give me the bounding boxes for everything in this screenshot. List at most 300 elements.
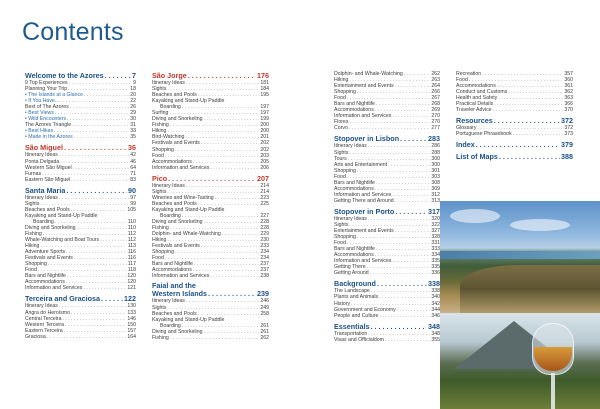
toc-entry-label: Corvo <box>334 125 348 132</box>
section-title: Index <box>456 140 475 150</box>
dot-leader <box>379 313 430 319</box>
toc-entry-label: Conduct and Customs <box>456 89 508 96</box>
toc-entry-label: Sights <box>152 188 167 195</box>
toc-entry-page: 9 <box>133 80 136 86</box>
toc-entry-label: Western São Miguel <box>25 164 72 171</box>
section-page-number: 176 <box>257 71 269 80</box>
dot-leader <box>385 337 430 343</box>
toc-entry-label: Sights <box>152 304 167 311</box>
toc-entry-page: 202 <box>260 140 269 147</box>
section-title-line-1: Faial and the <box>152 281 196 291</box>
toc-entry-page: 97 <box>130 194 136 201</box>
toc-entry-page: 264 <box>431 83 440 90</box>
toc-entry-label: Information and Services <box>334 191 392 198</box>
toc-entry-label: Ponta Delgada <box>25 158 60 165</box>
toc-entry-page: 261 <box>260 328 269 335</box>
toc-entry-page: 301 <box>431 167 440 174</box>
toc-entry-page: 234 <box>260 255 269 262</box>
toc-entry-label: Diving and Snorkeling <box>152 116 203 123</box>
toc-entry[interactable] <box>334 125 440 131</box>
toc-entry-label: Information and Services <box>152 164 210 171</box>
toc-entry[interactable] <box>334 337 440 343</box>
toc-entry-page: 361 <box>564 83 573 90</box>
dot-leader <box>208 290 256 298</box>
toc-entry-page: 340 <box>431 294 440 301</box>
dot-leader <box>210 165 259 171</box>
section-heading-welcome-to-the-azores[interactable] <box>25 71 136 80</box>
toc-entry-label: History <box>334 300 351 307</box>
toc-entry-label: Furnas <box>25 170 42 177</box>
toc-entry-label: Bars and Nightlife <box>334 101 375 108</box>
toc-entry-label: Bars and Nightlife <box>152 261 193 268</box>
toc-entry-page: 42 <box>130 152 136 159</box>
toc-entry-label: Bars and Nightlife <box>334 179 375 186</box>
toc-entry-page: 150 <box>127 321 136 328</box>
toc-entry-page: 366 <box>564 101 573 108</box>
section-heading-list-of-maps[interactable] <box>456 152 573 161</box>
toc-entry-page: 286 <box>431 143 440 150</box>
section-heading-faial-and-the-western-islands-line-2[interactable] <box>152 290 269 298</box>
toc-entry-page: 234 <box>260 249 269 256</box>
dot-leader <box>395 198 431 204</box>
toc-entry-page: 214 <box>260 188 269 195</box>
section-title: Stopover in Porto <box>334 206 395 216</box>
toc-entry-label: Boarding <box>160 322 181 329</box>
toc-entry-page: 320 <box>431 215 440 222</box>
dot-leader <box>370 270 431 276</box>
toc-entry-page: 20 <box>130 92 136 99</box>
toc-entry-label: Itinerary Ideas <box>152 298 185 305</box>
toc-entry-label: Hiking <box>25 243 40 250</box>
toc-entry-label: Shopping <box>25 261 47 268</box>
toc-entry-label: • The Islands at a Glance <box>25 92 83 98</box>
toc-column-4 <box>456 71 573 161</box>
section-title: São Jorge <box>152 71 187 80</box>
toc-entry-page: 342 <box>431 300 440 307</box>
dot-leader <box>395 207 427 216</box>
toc-entry-label: Eastern Terceira <box>25 327 63 334</box>
toc-column-1 <box>25 71 136 340</box>
section-title: Essentials <box>334 321 370 331</box>
toc-entry[interactable] <box>334 313 440 319</box>
toc-entry-label: Sights <box>334 149 349 156</box>
toc-entry-label: Bars and Nightlife <box>25 273 66 280</box>
toc-entry-page: 83 <box>130 176 136 183</box>
toc-entry-page: 99 <box>130 200 136 207</box>
toc-entry-page: 334 <box>431 252 440 259</box>
toc-entry-page: 112 <box>127 230 136 237</box>
toc-entry-label: Sights <box>25 200 40 207</box>
toc-entry-page: 18 <box>130 86 136 93</box>
section-title-line-2: Western Islands <box>152 289 207 299</box>
toc-entry-label: People and Culture <box>334 312 379 319</box>
toc-entry-label: 9 Top Experiences <box>25 80 68 86</box>
toc-entry-page: 309 <box>431 185 440 192</box>
toc-entry-page: 373 <box>564 131 573 138</box>
section-page-number: 207 <box>257 173 269 183</box>
toc-entry-page: 261 <box>260 322 269 329</box>
toc-entry-page: 233 <box>260 243 269 250</box>
toc-entry-page: 277 <box>431 125 440 132</box>
section-heading-stopover-in-porto[interactable] <box>334 207 440 216</box>
toc-entry-page: 112 <box>127 237 136 244</box>
section-title: Pico <box>152 173 168 183</box>
section-heading-terceira-and-graciosa[interactable] <box>25 294 136 303</box>
toc-entry-page: 333 <box>431 246 440 253</box>
section-page-number: 239 <box>257 289 269 299</box>
toc-entry-page: 200 <box>260 128 269 135</box>
toc-entry-page: 269 <box>431 107 440 114</box>
toc-entry-label: Kayaking and Stand-Up Paddle <box>25 212 98 219</box>
toc-entry-page: 338 <box>431 288 440 295</box>
toc-entry-label: Food <box>456 77 468 84</box>
toc-entry-page: 246 <box>260 298 269 305</box>
toc-entry-label: Itinerary Ideas <box>152 182 185 189</box>
toc-entry-page: 262 <box>260 334 269 341</box>
toc-entry-page: 121 <box>127 285 136 292</box>
toc-entry-page: 113 <box>127 243 136 250</box>
toc-entry-label: Festivals and Events <box>152 140 200 147</box>
toc-entry-label: Information and Services <box>334 113 392 120</box>
toc-entry-label: Beaches and Pools <box>152 310 197 317</box>
section-page-number: 7 <box>132 71 136 80</box>
toc-entry-label: • Wild Encounters <box>25 116 66 122</box>
page-title: Contents <box>22 18 124 46</box>
toc-entry-page: 288 <box>431 149 440 156</box>
dot-leader <box>499 152 560 161</box>
toc-entry-page: 197 <box>260 110 269 117</box>
toc-entry-page: 31 <box>130 122 136 129</box>
toc-entry[interactable] <box>25 134 136 140</box>
toc-entry-page: 35 <box>130 134 136 141</box>
toc-entry-label: Kayaking and Stand-Up Paddle <box>152 316 225 323</box>
toc-entry-label: Itinerary Ideas <box>25 303 58 310</box>
toc-entry-page: 71 <box>130 170 136 177</box>
section-page-number: 36 <box>128 143 136 153</box>
toc-entry-page: 223 <box>260 194 269 201</box>
toc-entry-label: Angra do Heroísmo <box>25 309 70 316</box>
section-heading-index[interactable] <box>456 140 573 149</box>
toc-entry-label: Hiking <box>334 77 349 84</box>
toc-entry-page: 370 <box>564 107 573 114</box>
dot-leader <box>349 125 431 131</box>
toc-entry-label: Shopping <box>152 249 174 256</box>
toc-entry-label: Dolphin- and Whale-Watching <box>152 231 221 238</box>
toc-entry-page: 346 <box>431 312 440 319</box>
toc-entry-label: Itinerary Ideas <box>25 152 58 159</box>
section-title: Resources <box>456 116 493 126</box>
toc-entry-page: 249 <box>260 304 269 311</box>
toc-entry-label: Getting Around <box>334 270 369 277</box>
toc-entry-page: 26 <box>130 104 136 111</box>
toc-entry-label: Diving and Snorkeling <box>152 218 203 225</box>
toc-entry-label: Adventure Sports <box>25 249 66 256</box>
toc-entry-page: 22 <box>130 98 136 105</box>
toc-entry-label: Festivals and Events <box>25 255 73 262</box>
toc-entry[interactable] <box>152 273 269 279</box>
toc-entry-label: Food <box>334 173 346 180</box>
toc-entry-label: Beaches and Pools <box>152 92 197 99</box>
toc-entry-page: 225 <box>260 200 269 207</box>
toc-entry-label: Western Terceira <box>25 321 65 328</box>
toc-entry-label: Shopping <box>334 89 356 96</box>
toc-entry-label: • Best Hikes <box>25 128 53 134</box>
coastal-landscape-photo <box>440 201 600 313</box>
toc-entry-label: Diving and Snorkeling <box>25 224 76 231</box>
toc-entry-label: Itinerary Ideas <box>25 194 58 201</box>
toc-entry-label: Fishing <box>25 230 42 237</box>
section-heading-background[interactable] <box>334 279 440 288</box>
toc-entry-page: 200 <box>260 122 269 129</box>
toc-entry-label: Government and Economy <box>334 306 396 313</box>
toc-entry-label: Portuguese Phrasebook <box>456 131 512 138</box>
toc-entry-page: 328 <box>431 234 440 241</box>
toc-entry[interactable] <box>456 107 573 113</box>
section-page-number: 388 <box>561 152 573 162</box>
toc-entry-label: Fishing <box>152 334 169 341</box>
toc-entry-label: Traveler Advice <box>456 107 492 114</box>
toc-entry-label: Accommodations <box>456 83 496 90</box>
dot-leader <box>400 134 427 143</box>
dot-leader <box>64 143 127 152</box>
section-page-number: 338 <box>428 279 440 289</box>
toc-entry[interactable] <box>152 335 269 341</box>
section-title: Santa Maria <box>25 185 66 195</box>
toc-entry-page: 268 <box>431 101 440 108</box>
toc-entry-page: 237 <box>260 261 269 268</box>
toc-entry-label: • Made in the Azores <box>25 134 73 140</box>
toc-entry-page: 230 <box>260 237 269 244</box>
toc-entry-label: Planning Your Trip <box>25 86 68 93</box>
toc-entry-label: Best of The Azores <box>25 104 69 111</box>
toc-entry-page: 46 <box>130 158 136 165</box>
toc-entry-page: 33 <box>130 128 136 135</box>
toc-entry-label: Graciosa <box>25 333 46 340</box>
toc-entry-page: 202 <box>260 146 269 153</box>
toc-entry-label: Boarding <box>160 212 181 219</box>
toc-entry-page: 344 <box>431 306 440 313</box>
toc-entry-label: Itinerary Ideas <box>334 143 367 150</box>
dot-leader <box>101 294 123 303</box>
toc-entry-label: Visas and Officialdom <box>334 336 384 343</box>
toc-entry-label: Hiking <box>152 128 167 135</box>
toc-entry-label: Food <box>334 95 346 102</box>
toc-entry-page: 120 <box>127 273 136 280</box>
toc-entry-page: 157 <box>127 327 136 334</box>
dot-leader <box>493 107 564 113</box>
toc-entry-page: 312 <box>431 191 440 198</box>
toc-entry-page: 313 <box>431 197 440 204</box>
toc-entry-page: 146 <box>127 315 136 322</box>
toc-entry-page: 357 <box>564 71 573 77</box>
dot-leader <box>105 71 131 80</box>
toc-entry[interactable] <box>152 165 269 171</box>
toc-entry-label: Sights <box>334 221 349 228</box>
toc-entry-page: 130 <box>127 303 136 310</box>
toc-entry-page: 300 <box>431 155 440 162</box>
section-heading-essentials[interactable] <box>334 322 440 331</box>
toc-entry-page: 300 <box>431 161 440 168</box>
toc-entry-label: Fishing <box>152 122 169 129</box>
toc-entry-label: Itinerary Ideas <box>152 80 185 86</box>
toc-entry-page: 308 <box>431 179 440 186</box>
toc-entry-label: Wineries and Wine-Tasting <box>152 194 214 201</box>
section-title: Terceira and Graciosa <box>25 294 100 304</box>
toc-column-2 <box>152 71 269 341</box>
toc-entry[interactable] <box>334 270 440 276</box>
dot-leader <box>476 140 560 149</box>
section-title: São Miguel <box>25 143 63 153</box>
toc-entry-label: Central Terceira <box>25 315 62 322</box>
dot-leader <box>71 177 129 183</box>
dot-leader <box>377 279 427 288</box>
toc-entry-label: Recreation <box>456 71 482 77</box>
section-heading-santa-maria[interactable] <box>25 186 136 195</box>
toc-entry-label: Kayaking and Stand-Up Paddle <box>152 206 225 213</box>
section-heading-s-o-miguel[interactable] <box>25 143 136 152</box>
toc-entry-page: 336 <box>431 270 440 277</box>
toc-entry-page: 335 <box>431 258 440 265</box>
toc-entry-page: 214 <box>260 182 269 189</box>
toc-entry-label: Food <box>334 240 346 247</box>
dot-leader <box>66 186 127 195</box>
section-heading-resources[interactable] <box>456 116 573 125</box>
toc-entry-label: Accommodations <box>152 267 192 274</box>
toc-entry-page: 181 <box>260 80 269 86</box>
section-title: Welcome to the Azores <box>25 71 104 80</box>
wine-glass-volcano-photo <box>440 313 600 409</box>
toc-entry-page: 237 <box>260 267 269 274</box>
toc-entry[interactable] <box>25 177 136 183</box>
toc-entry-page: 270 <box>431 113 440 120</box>
toc-entry-label: Information and Services <box>334 258 392 265</box>
dot-leader <box>494 116 560 125</box>
dot-leader <box>371 322 427 331</box>
toc-entry-page: 327 <box>431 228 440 235</box>
toc-entry-label: Shopping <box>334 167 356 174</box>
toc-entry-label: Entertainment and Events <box>334 228 394 235</box>
toc-entry-page: 355 <box>431 336 440 343</box>
section-heading-pico[interactable] <box>152 174 269 183</box>
toc-entry-page: 335 <box>431 264 440 271</box>
section-heading-s-o-jorge[interactable] <box>152 71 269 80</box>
toc-entry-label: Whale-Watching and Boat Tours <box>25 237 100 244</box>
toc-entry-label: Getting There <box>334 264 366 271</box>
toc-entry-label: Flores <box>334 119 349 126</box>
toc-entry-page: 258 <box>260 310 269 317</box>
toc-entry-label: • Best Views <box>25 110 54 116</box>
toc-column-3 <box>334 71 440 343</box>
toc-entry-page: 120 <box>127 279 136 286</box>
toc-entry-page: 270 <box>431 119 440 126</box>
toc-entry-label: Shopping <box>152 146 174 153</box>
toc-entry-page: 263 <box>431 77 440 84</box>
section-page-number: 122 <box>124 294 136 304</box>
toc-entry-page: 227 <box>260 212 269 219</box>
toc-entry-label: Information and Services <box>152 273 210 280</box>
section-page-number: 283 <box>428 134 440 144</box>
toc-entry-label: Accommodations <box>334 107 374 114</box>
toc-entry-page: 64 <box>130 164 136 171</box>
toc-entry-page: 105 <box>127 206 136 213</box>
section-page-number: 348 <box>428 321 440 331</box>
toc-entry-page: 201 <box>260 134 269 141</box>
toc-entry-label: Accommodations <box>334 185 374 192</box>
toc-entry-page: 303 <box>431 173 440 180</box>
toc-entry-page: 110 <box>127 224 136 231</box>
section-title: Background <box>334 279 376 289</box>
toc-entry-page: 363 <box>564 95 573 102</box>
toc-entry-label: The Azores Triangle <box>25 122 72 129</box>
toc-entry-label: • If You Have... <box>25 98 59 104</box>
toc-entry-label: Beaches and Pools <box>25 206 70 213</box>
toc-entry-label: Practical Details <box>456 101 494 108</box>
toc-entry[interactable] <box>334 198 440 204</box>
toc-entry-label: Surfing <box>152 110 169 117</box>
toc-entry-label: Food <box>25 267 37 274</box>
section-heading-stopover-in-lisbon[interactable] <box>334 134 440 143</box>
toc-entry-label: Bars and Nightlife <box>334 246 375 253</box>
toc-entry-label: Shopping <box>334 234 356 241</box>
dot-leader <box>168 174 256 183</box>
toc-entry-page: 197 <box>260 104 269 111</box>
toc-entry-label: Eastern São Miguel <box>25 176 71 183</box>
toc-entry[interactable] <box>25 334 136 340</box>
toc-entry-label: Food <box>152 255 164 262</box>
toc-entry-page: 238 <box>260 273 269 280</box>
toc-entry-label: Entertainment and Events <box>334 83 394 90</box>
toc-entry-label: Boarding <box>33 218 54 225</box>
toc-entry-page: 184 <box>260 86 269 93</box>
toc-entry-label: Glossary <box>456 125 477 132</box>
toc-entry-page: 362 <box>564 89 573 96</box>
toc-entry[interactable] <box>456 131 573 137</box>
toc-entry-page: 110 <box>127 218 136 225</box>
toc-entry-page: 322 <box>431 221 440 228</box>
toc-entry-label: Health and Safety <box>456 95 498 102</box>
toc-entry-label: Boarding <box>160 104 181 111</box>
section-page-number: 372 <box>561 116 573 126</box>
toc-entry-label: Hiking <box>152 237 167 244</box>
toc-entry-label: Diving and Snorkeling <box>152 328 203 335</box>
section-page-number: 379 <box>561 140 573 150</box>
toc-entry-page: 372 <box>564 125 573 132</box>
toc-entry-label: Accommodations <box>152 158 192 165</box>
toc-entry-label: Arts and Entertainment <box>334 161 388 168</box>
section-page-number: 317 <box>428 206 440 216</box>
toc-entry-page: 228 <box>260 225 269 232</box>
dot-leader <box>47 334 127 340</box>
dot-leader <box>210 273 259 279</box>
toc-entry-page: 29 <box>130 110 136 117</box>
toc-entry-label: Information and Services <box>25 285 83 292</box>
toc-entry-page: 133 <box>127 309 136 316</box>
toc-entry-label: Itinerary Ideas <box>334 215 367 222</box>
toc-entry-label: Food <box>152 152 164 159</box>
section-page-number: 90 <box>128 185 136 195</box>
toc-entry-page: 348 <box>431 330 440 337</box>
toc-entry-page: 116 <box>127 255 136 262</box>
toc-entry-page: 116 <box>127 249 136 256</box>
toc-entry-label: Sights <box>152 86 167 93</box>
toc-entry-label: Fishing <box>152 225 169 232</box>
dot-leader <box>83 285 126 291</box>
toc-entry[interactable] <box>25 285 136 291</box>
dot-leader <box>513 131 564 137</box>
toc-entry-page: 206 <box>260 164 269 171</box>
toc-entry-label: Beaches and Pools <box>152 200 197 207</box>
toc-entry-label: Accommodations <box>25 279 65 286</box>
